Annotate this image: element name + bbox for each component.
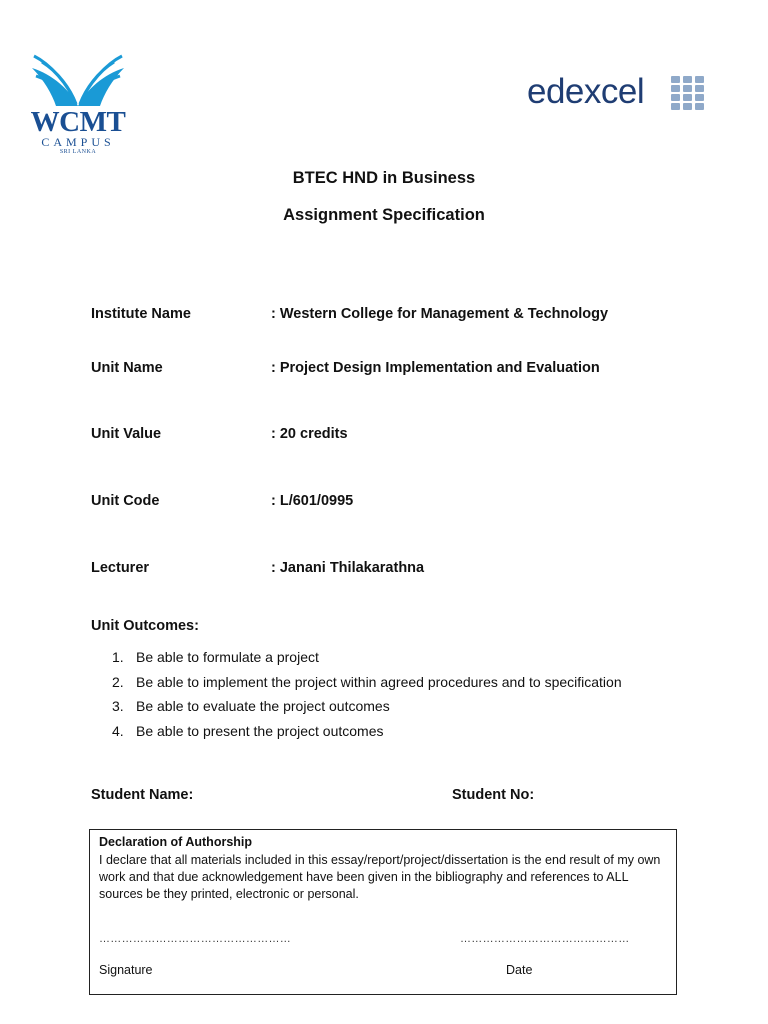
- unit-value-value: : 20 credits: [271, 426, 348, 442]
- signature-line[interactable]: ……………………………………………: [99, 933, 292, 945]
- unit-code-label: Unit Code: [91, 493, 160, 509]
- edexcel-logo: [527, 72, 707, 116]
- student-number-label: Student No:: [452, 787, 535, 803]
- signature-label: Signature: [99, 963, 153, 977]
- institute-name-label: Institute Name: [91, 306, 191, 322]
- campus-logo-text: CAMPUS: [41, 135, 115, 149]
- unit-outcomes-list: [112, 649, 622, 747]
- declaration-of-authorship-box: [89, 829, 677, 995]
- unit-name-value: : Project Design Implementation and Evaluation: [271, 360, 600, 376]
- unit-name-label: Unit Name: [91, 360, 163, 376]
- declaration-title: Declaration of Authorship: [99, 835, 253, 849]
- outcome-number: 3.: [112, 698, 124, 714]
- wcmt-campus-logo: [30, 54, 126, 162]
- outcome-number: 1.: [112, 649, 124, 665]
- outcome-text: Be able to implement the project within agreed procedures and to specification: [136, 673, 622, 690]
- open-book-icon: [30, 54, 126, 110]
- date-line[interactable]: ………………………………………: [460, 933, 630, 945]
- outcome-text: Be able to evaluate the project outcomes: [136, 698, 390, 714]
- outcome-number: 4.: [112, 722, 124, 739]
- unit-value-label: Unit Value: [91, 426, 162, 442]
- outcome-item: [112, 674, 622, 699]
- date-label: Date: [506, 963, 533, 977]
- wcmt-logo-text: WCMT: [30, 106, 126, 138]
- outcome-item: [112, 649, 622, 674]
- outcome-text: Be able to formulate a project: [136, 649, 319, 665]
- outcome-text: Be able to present the project outcomes: [136, 722, 384, 739]
- institute-name-value: : Western College for Management & Technology: [271, 306, 609, 322]
- outcome-item: [112, 698, 622, 723]
- document-title: Assignment Specification: [283, 206, 485, 224]
- outcome-number: 2.: [112, 673, 124, 690]
- edexcel-dot-grid-icon: [671, 76, 705, 110]
- sri-lanka-logo-text: SRI LANKA: [59, 149, 97, 155]
- unit-outcomes-heading: Unit Outcomes:: [91, 618, 199, 634]
- declaration-text: I declare that all materials included in this essay/report/project/dissertation is the end result of my own work and that due acknowledgement have been given in the bibliography and references to ALL sources be they printed, electronic or personal.: [99, 853, 661, 901]
- student-name-label: Student Name:: [91, 787, 194, 803]
- unit-code-value: : L/601/0995: [271, 493, 354, 509]
- edexcel-logo-text: edexcel: [527, 72, 645, 111]
- outcome-item: [112, 723, 622, 748]
- lecturer-label: Lecturer: [91, 560, 150, 576]
- programme-title: BTEC HND in Business: [292, 169, 476, 187]
- lecturer-value: : Janani Thilakarathna: [271, 560, 425, 576]
